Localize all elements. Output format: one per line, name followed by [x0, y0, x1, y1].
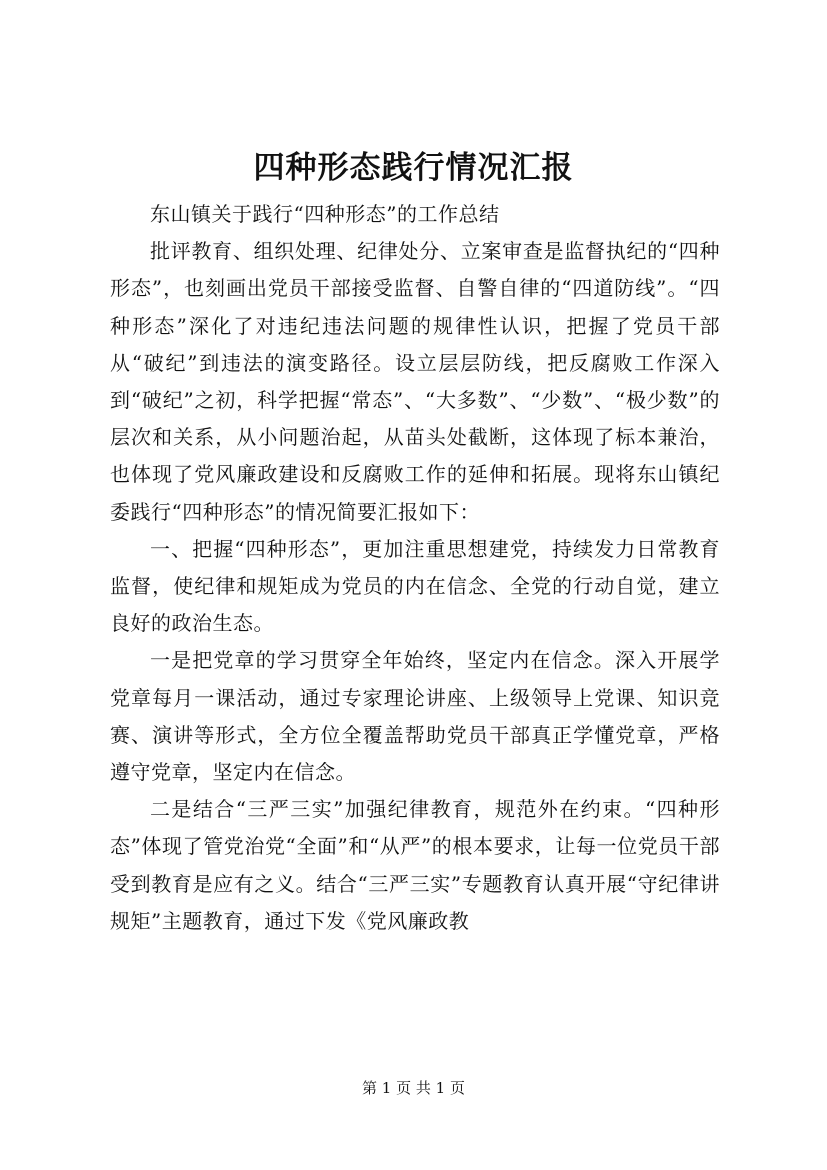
intro-paragraph: 批评教育、组织处理、纪律处分、立案审查是监督执纪的“四种形态”，也刻画出党员干部接受监督、自警自律的“四道防线”。“四种形态”深化了对违纪违法问题的规律性认识，把握了党员干部从“破纪”到违法的演变路径。设立层层防线，把反腐败工作深入到“破纪”之初，科学把握“常态”、“大多数”、“少数”、“极少数”的层次和关系，从小问题治起，从苗头处截断，这体现了标本兼治，也体现了党风廉政建设和反腐败工作的延伸和拓展。现将东山镇纪委践行“四种形态”的情况简要汇报如下： [110, 239, 720, 524]
document-body [110, 196, 720, 940]
subtitle-paragraph: 东山镇关于践行“四种形态”的工作总结 [150, 202, 500, 226]
document-title: 四种形态践行情况汇报 [253, 150, 574, 186]
section-one-heading: 一、把握“四种形态”，更加注重思想建党，持续发力日常教育监督，使纪律和规矩成为党员的内在信念、全党的行动自觉，建立良好的政治生态。 [110, 536, 720, 636]
point-one-paragraph: 一是把党章的学习贯穿全年始终，坚定内在信念。深入开展学党章每月一课活动，通过专家理论讲座、上级领导上党课、知识竞赛、演讲等形式，全方位全覆盖帮助党员干部真正学懂党章，严格遵守党章，坚定内在信念。 [110, 648, 720, 785]
page-number-footer: 第 1 页 共 1 页 [362, 1079, 465, 1097]
point-two-paragraph: 二是结合“三严三实”加强纪律教育，规范外在约束。“四种形态”体现了管党治党“全面”和“从严”的根本要求，让每一位党员干部受到教育是应有之义。结合“三严三实”专题教育认真开展“守纪律讲规矩”主题教育，通过下发《党风廉政教 [110, 797, 720, 933]
